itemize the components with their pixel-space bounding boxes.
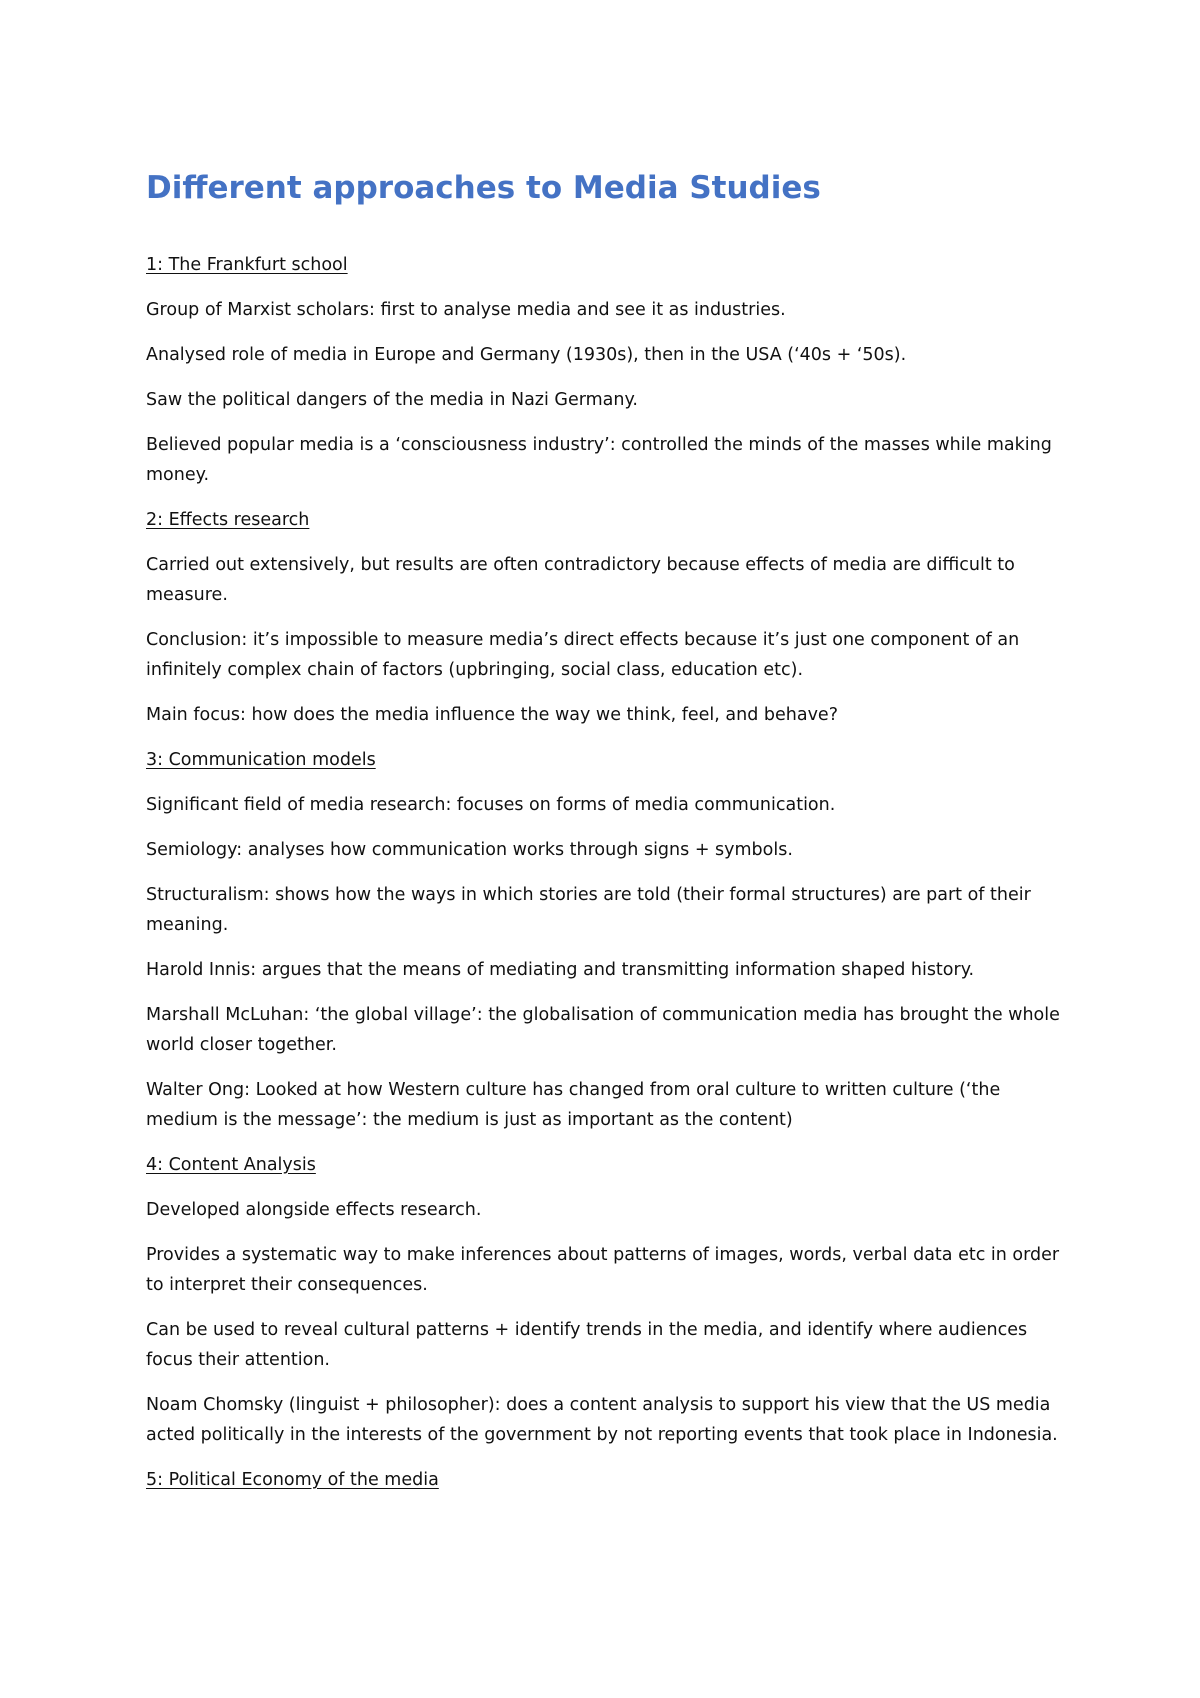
paragraph: Walter Ong: Looked at how Western culture has changed from oral culture to written culture (‘the medium is the message’: the medium is just as important as the content) [146,1080,1001,1130]
section-communication-models [146,745,1066,1135]
paragraph: Believed popular media is a ‘consciousness industry’: controlled the minds of the masses while making money. [146,435,1052,485]
paragraph: Conclusion: it’s impossible to measure media’s direct effects because it’s just one component of an infinitely complex chain of factors (upbringing, social class, education etc). [146,630,1020,680]
paragraph: Developed alongside effects research. [146,1200,482,1220]
document-body [146,168,1066,1510]
section-heading: 1: The Frankfurt school [146,255,348,275]
paragraph: Group of Marxist scholars: first to analyse media and see it as industries. [146,300,786,320]
section-heading: 4: Content Analysis [146,1155,316,1175]
paragraph: Significant field of media research: focuses on forms of media communication. [146,795,836,815]
paragraph: Can be used to reveal cultural patterns + identify trends in the media, and identify where audiences focus their attention. [146,1320,1028,1370]
paragraph: Semiology: analyses how communication works through signs + symbols. [146,840,793,860]
paragraph: Analysed role of media in Europe and Germany (1930s), then in the USA (‘40s + ‘50s). [146,345,907,365]
section-heading: 2: Effects research [146,510,310,530]
section-content-analysis [146,1150,1066,1450]
section-heading: 3: Communication models [146,750,376,770]
paragraph: Saw the political dangers of the media in Nazi Germany. [146,390,638,410]
paragraph: Main focus: how does the media influence the way we think, feel, and behave? [146,705,838,725]
section-political-economy [146,1465,1066,1495]
paragraph: Noam Chomsky (linguist + philosopher): does a content analysis to support his view that the US media acted politically in the interests of the government by not reporting events that took place in Indonesia. [146,1395,1058,1445]
section-heading: 5: Political Economy of the media [146,1470,439,1490]
paragraph: Marshall McLuhan: ‘the global village’: the globalisation of communication media has brought the whole world closer together. [146,1005,1060,1055]
document-title: Different approaches to Media Studies [146,170,821,206]
paragraph: Harold Innis: argues that the means of mediating and transmitting information shaped history. [146,960,975,980]
paragraph: Structuralism: shows how the ways in which stories are told (their formal structures) are part of their meaning. [146,885,1031,935]
paragraph: Provides a systematic way to make inferences about patterns of images, words, verbal data etc in order to interpret their consequences. [146,1245,1060,1295]
section-effects-research [146,505,1066,730]
section-frankfurt-school [146,250,1066,490]
paragraph: Carried out extensively, but results are often contradictory because effects of media are difficult to measure. [146,555,1015,605]
